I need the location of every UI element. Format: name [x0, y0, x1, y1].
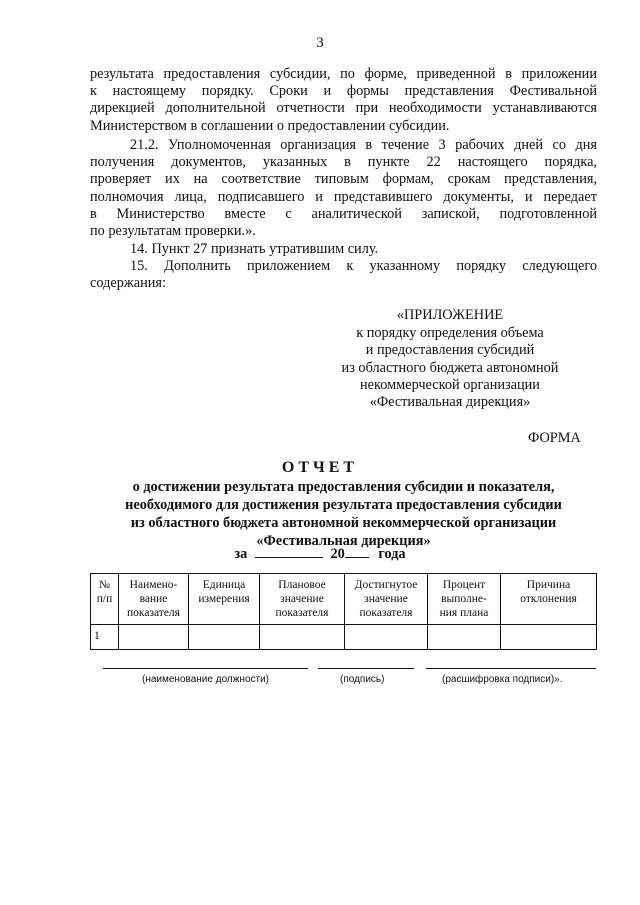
subtitle-line: о достижении результата предоставления субсидии и показателя,: [132, 479, 555, 495]
appendix-line: из областного бюджета автономной: [341, 359, 559, 376]
report-table: [90, 573, 597, 650]
col-header-reason: Причина отклонения: [501, 574, 597, 625]
table-cell: [345, 625, 428, 650]
report-subtitle: [90, 478, 597, 550]
subtitle-line: из областного бюджета автономной некоммерческой организации: [130, 515, 557, 531]
text-line: 15. Дополнить приложением к указанному порядку следующего: [130, 258, 597, 274]
text-line: в Министерство вместе с аналитической запиской, подготовленной: [90, 205, 597, 222]
paragraph-1: [90, 66, 597, 135]
col-header-percent: Процент выполне- ния плана: [428, 574, 501, 625]
decoding-label: (расшифровка подписи)».: [442, 674, 563, 685]
table-cell: [260, 625, 345, 650]
text-line: получения документов, указанных в пункте 22 настоящего порядка,: [90, 154, 597, 171]
subtitle-line: «Фестивальная дирекция»: [256, 533, 431, 549]
decoding-line: [426, 668, 596, 669]
text-line: проверяет их на соответствие типовым формам, срокам представления,: [90, 171, 597, 188]
text-line: 14. Пункт 27 признать утратившим силу.: [130, 241, 379, 257]
appendix-line: к порядку определения объема: [356, 325, 544, 342]
text-line: полномочия лица, подписавшего и представившего документы, и передает: [90, 188, 597, 205]
report-period: [0, 545, 640, 563]
appendix-line: и предоставления субсидий: [365, 342, 535, 359]
appendix-block: [330, 307, 570, 411]
table-cell: [428, 625, 501, 650]
table-cell: [189, 625, 260, 650]
subtitle-line: необходимого для достижения результата предоставления субсидии: [125, 497, 562, 513]
period-year-prefix: 20: [330, 546, 345, 562]
table-cell: 1: [91, 625, 119, 650]
period-suffix: года: [378, 546, 406, 562]
table-cell: [119, 625, 189, 650]
table-header-row: [91, 574, 597, 625]
position-line: [103, 668, 308, 669]
period-prefix: за: [234, 546, 248, 562]
col-header-number: № п/п: [91, 574, 119, 625]
forma-label: ФОРМА: [528, 430, 581, 446]
text-line: по результатам проверки.».: [90, 223, 256, 240]
text-line: результата предоставления субсидии, по форме, приведенной в приложении: [90, 66, 597, 82]
table-cell: [501, 625, 597, 650]
position-label: (наименование должности): [142, 674, 270, 685]
paragraph-3: [90, 241, 597, 258]
text-line: содержания:: [90, 275, 166, 292]
col-header-indicator-name: Наимено- вание показателя: [119, 574, 189, 625]
report-title: ОТЧЕТ: [281, 459, 359, 476]
page-number: 3: [316, 35, 324, 51]
paragraph-4: [90, 258, 597, 292]
signature-label: (подпись): [340, 674, 385, 685]
year-blank: [345, 545, 369, 558]
text-line: дирекцией дополнительной отчетности при необходимости устанавливаются: [90, 100, 597, 117]
text-line: 21.2. Уполномоченная организация в течение 3 рабочих дней со дня: [130, 137, 597, 153]
text-line: Министерством в соглашении о предоставлении субсидии.: [90, 117, 450, 134]
paragraph-2: [90, 137, 597, 240]
text-line: к настоящему порядку. Сроки и формы представления Фестивальной: [90, 83, 597, 100]
appendix-line: некоммерческой организации: [360, 376, 540, 393]
table-row: [91, 625, 597, 650]
col-header-unit: Единица измерения: [189, 574, 260, 625]
col-header-achieved: Достигнутое значение показателя: [345, 574, 428, 625]
appendix-heading: «ПРИЛОЖЕНИЕ: [396, 307, 504, 323]
col-header-planned: Плановое значение показателя: [260, 574, 345, 625]
appendix-line: «Фестивальная дирекция»: [369, 394, 531, 411]
period-blank: [255, 545, 323, 558]
signature-line: [318, 668, 414, 669]
